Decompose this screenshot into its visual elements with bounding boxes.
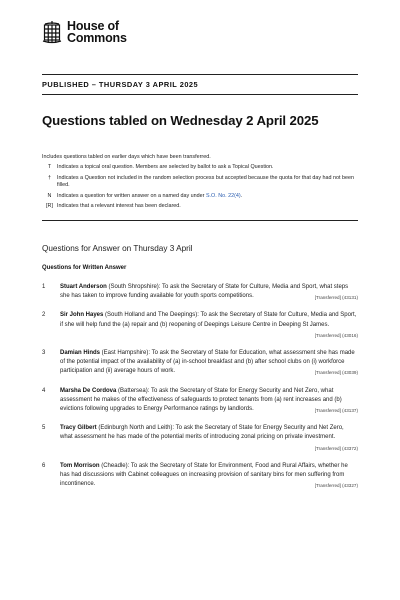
question-text: To ask the Secretary of State for Energy Security and Net Zero, what assessment he has made of the potential merits of introducing zonal pricing on private investment. <box>60 425 344 441</box>
section-divider <box>42 220 358 221</box>
question-item <box>42 349 358 378</box>
question-text: To ask the Secretary of State for Culture, Media and Sport, what steps she has taken to improve funding available for youth sports competitions. <box>60 284 349 300</box>
constituency: (East Hampshire): <box>100 350 152 357</box>
legend-item-relevant-interest <box>42 203 358 211</box>
header-bottom-rule <box>42 94 358 95</box>
sub-heading: Questions for Written Answer <box>42 265 127 271</box>
question-item <box>42 424 358 453</box>
question-number: 2 <box>42 312 46 319</box>
question-body <box>60 462 358 491</box>
question-body <box>60 349 358 378</box>
legend-symbol: [R] <box>46 203 53 210</box>
question-body <box>60 311 358 340</box>
symbol-legend <box>42 164 358 214</box>
legend-symbol: † <box>48 174 51 181</box>
question-item <box>42 387 358 416</box>
legend-item-dagger <box>42 175 358 190</box>
question-item <box>42 311 358 340</box>
question-tag: [Transferred] (43137) <box>314 408 358 414</box>
logo-line-2: Commons <box>67 31 127 45</box>
question-tag: [Transferred] (43372) <box>314 445 358 451</box>
question-number: 4 <box>42 387 46 394</box>
constituency: (South Holland and The Deepings): <box>103 312 201 319</box>
question-text: To ask the Secretary of State for Culture, Media and Sport, if she will help fund the (a) repair and (b) reopening of Deepings Leisure Centre in Deeping St James. <box>60 312 357 328</box>
member-name: Stuart Anderson <box>60 284 107 290</box>
section-heading: Questions for Answer on Thursday 3 April <box>42 244 193 253</box>
legend-symbol: N <box>47 192 52 199</box>
legend-item-topical <box>42 164 358 172</box>
legend-text-wrap <box>57 193 358 201</box>
house-of-commons-logo <box>42 20 127 44</box>
member-name: Damian Hinds <box>60 350 101 357</box>
question-item <box>42 283 358 302</box>
question-list <box>42 283 358 499</box>
logo-line-1: House of <box>67 19 119 33</box>
question-tag: [Transferred] (43131) <box>314 295 358 301</box>
member-name: Sir John Hayes <box>60 312 104 319</box>
legend-item-named-day <box>42 193 358 201</box>
question-tag: [Transferred] (43039) <box>314 370 358 376</box>
constituency: (Battersea): <box>116 387 151 394</box>
member-name: Tom Morrison <box>60 462 100 469</box>
member-name: Marsha De Cordova <box>60 387 117 394</box>
legend-text-end: . <box>240 192 243 199</box>
question-text: To ask the Secretary of State for Environment, Food and Rural Affairs, whether he has had discussions with Cabinet colleagues on increasing provision of sanitary bins for men suffering from incontinence. <box>60 462 348 488</box>
question-body <box>60 387 358 416</box>
legend-text: Indicates a Question not included in the random selection process but accepted because the quota for that day had not been filled. <box>57 174 354 189</box>
question-number: 1 <box>42 284 46 290</box>
question-tag: [Transferred] (43327) <box>314 483 358 489</box>
legend-text: Indicates that a relevant interest has been declared. <box>57 203 181 210</box>
member-name: Tracy Gilbert <box>60 425 97 432</box>
constituency: (Edinburgh North and Leith): <box>96 425 176 432</box>
legend-text: Indicates a question for written answer on a named day under <box>57 192 206 199</box>
question-body <box>60 283 358 302</box>
portcullis-icon <box>42 20 62 44</box>
constituency: (Cheadle): <box>99 462 131 469</box>
standing-order-link[interactable]: S.O. No. 22(4) <box>205 192 241 199</box>
question-item <box>42 462 358 491</box>
constituency: (South Shropshire): <box>106 284 163 290</box>
question-text: To ask the Secretary of State for Education, what assessment she has made of the potential impact of the availability of (a) in-school breakfast and (b) after school clubs on (i) workforce participation and (ii) average hours of work. <box>60 350 355 375</box>
header-top-rule <box>42 74 358 75</box>
question-text: To ask the Secretary of State for Energy Security and Net Zero, what assessment he makes of the effectiveness of safeguards to protect tenants from (a) rent increases and (b) evictions following upgrades to Energy Performance ratings by landlords. <box>60 387 342 413</box>
page-title: Questions tabled on Wednesday 2 April 2025 <box>42 113 319 128</box>
question-number: 3 <box>42 350 46 357</box>
question-body <box>60 424 358 453</box>
intro-note: Includes questions tabled on earlier days which have been transferred. <box>42 154 211 160</box>
question-number: 5 <box>42 425 46 432</box>
question-number: 6 <box>42 462 46 469</box>
question-tag: [Transferred] (43016) <box>314 332 358 338</box>
legend-symbol: T <box>47 164 52 170</box>
legend-text: Indicates a topical oral question. Members are selected by ballot to ask a Topical Question. <box>57 164 274 170</box>
published-date: PUBLISHED – THURSDAY 3 APRIL 2025 <box>42 80 199 89</box>
logo-wordmark <box>67 20 127 44</box>
